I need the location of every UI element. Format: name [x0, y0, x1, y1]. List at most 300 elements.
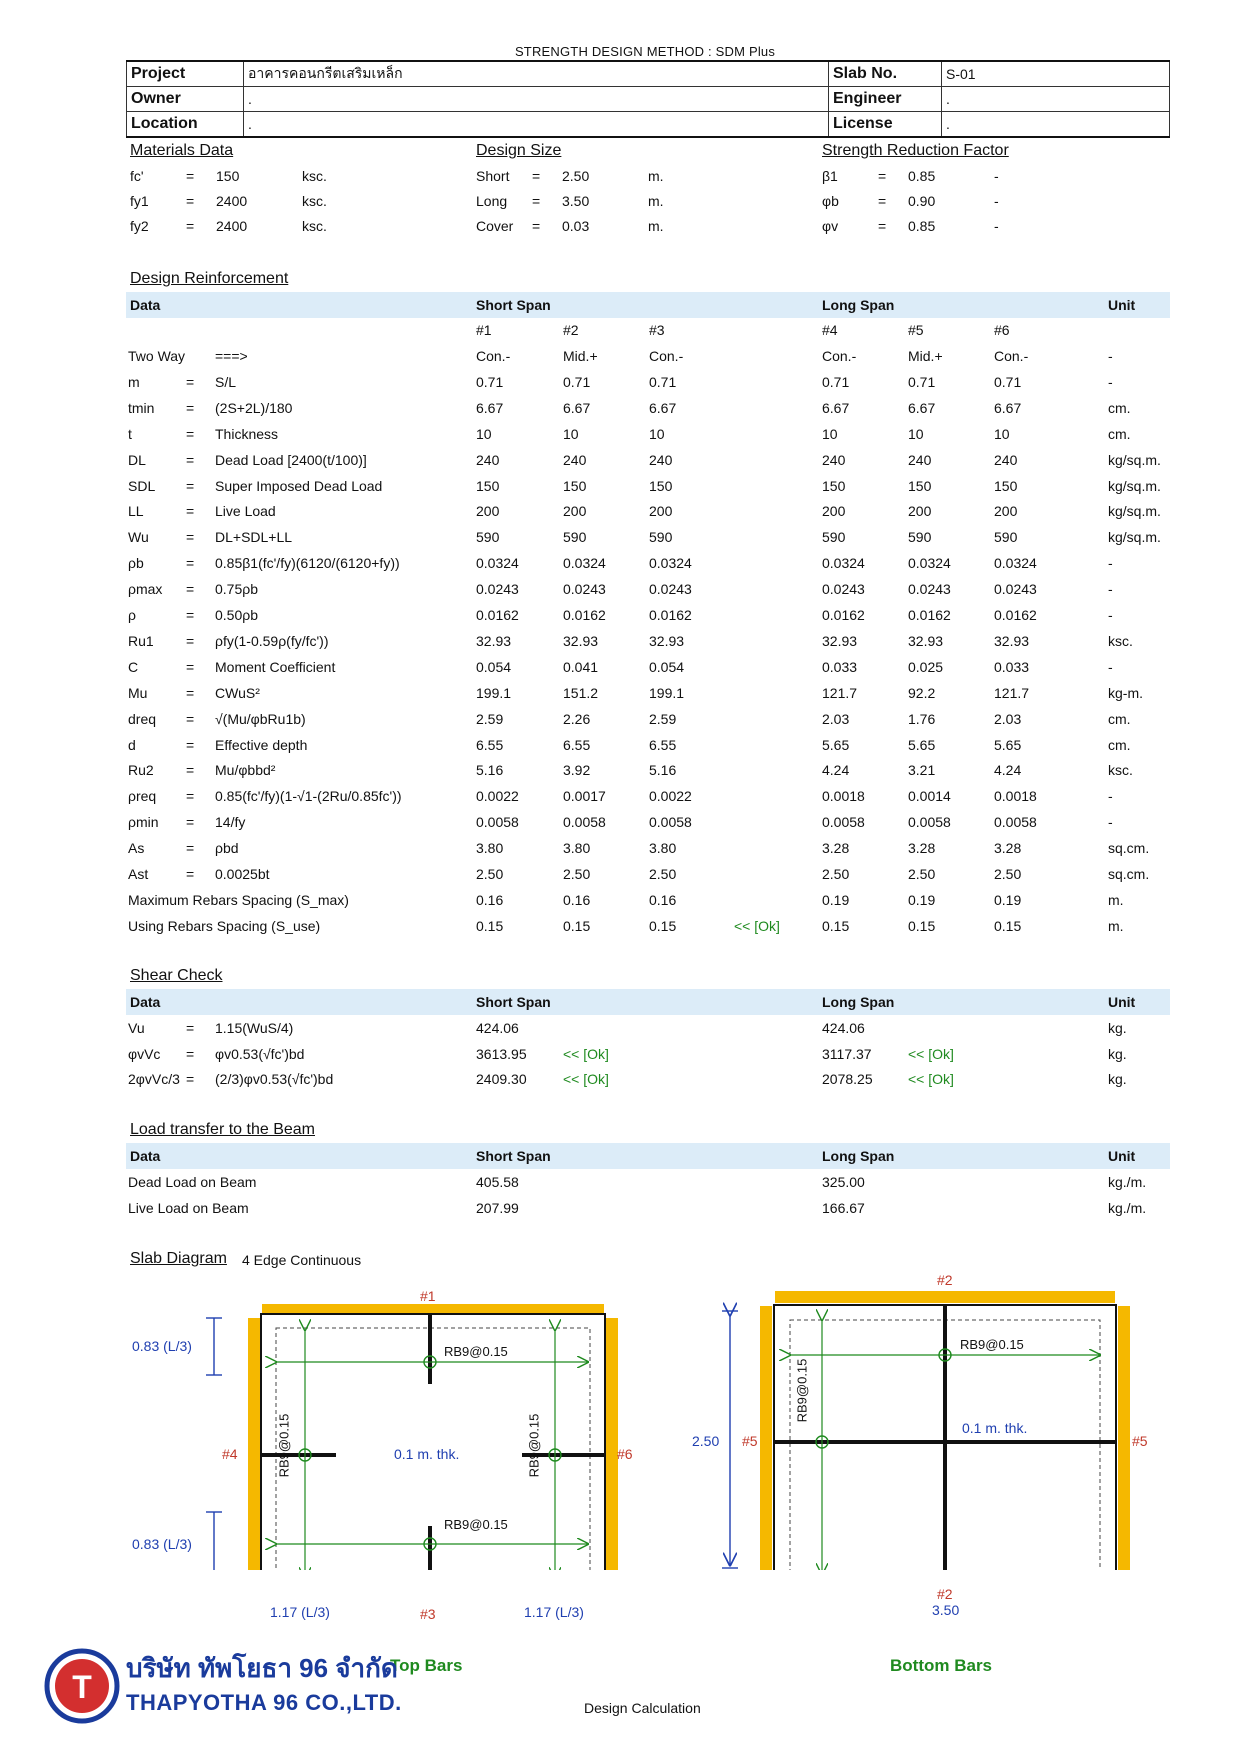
row-value: Con.-: [822, 348, 857, 364]
row-symbol: Wu: [128, 529, 149, 546]
shear-long-value: 424.06: [822, 1020, 865, 1036]
row-formula: ρfy(1-0.59ρ(fy/fc')): [215, 632, 329, 649]
load-band-data: Data: [130, 1148, 161, 1164]
load-band-long: Long Span: [822, 1148, 895, 1164]
reinforcement-title: Design Reinforcement: [130, 270, 289, 287]
shear-symbol: Vu: [128, 1020, 145, 1036]
page-header-title: STRENGTH DESIGN METHOD : SDM Plus: [514, 44, 776, 59]
project-info-table: [126, 60, 1170, 138]
shear-short-value: 2409.30: [476, 1071, 527, 1087]
company-name-thai: บริษัท ทัพโยธา 96 จำกัด: [126, 1653, 398, 1683]
row-equals: =: [186, 451, 195, 468]
top-dim-left-1: 0.83 (L/3): [132, 1338, 192, 1354]
row-unit: kg-m.: [1108, 684, 1143, 701]
row-value: 6.67: [563, 399, 591, 416]
shear-long-ok: << [Ok]: [908, 1045, 954, 1062]
row-equals: =: [186, 736, 195, 753]
row-value: 0.033: [822, 658, 858, 675]
bottom-bars-caption: Bottom Bars: [890, 1656, 993, 1675]
row-symbol: Ru2: [128, 762, 154, 779]
load-band-short: Short Span: [476, 1148, 551, 1164]
logo-letter: T: [72, 1669, 92, 1705]
row-symbol: DL: [128, 451, 146, 468]
design_size-eq: =: [532, 168, 541, 184]
strength_factor-sym: φb: [822, 193, 839, 209]
row-value: 590: [994, 529, 1018, 546]
materials-unit: ksc.: [302, 193, 327, 209]
shear-equals: =: [186, 1071, 195, 1087]
row-unit: kg/sq.m.: [1108, 529, 1161, 546]
row-symbol: d: [128, 736, 136, 753]
row-value: 0.0018: [994, 788, 1037, 805]
shear-formula: 1.15(WuS/4): [215, 1020, 294, 1036]
row-equals: =: [186, 581, 195, 598]
load-short-value: 207.99: [476, 1200, 519, 1216]
row-value: 5.16: [649, 762, 677, 779]
row-value: 240: [822, 451, 846, 468]
row-value: 3.80: [649, 840, 677, 857]
row-value: 0.0243: [563, 581, 606, 598]
top-thickness: 0.1 m. thk.: [394, 1446, 460, 1462]
row-value: 0.0022: [476, 788, 519, 805]
row-value: 240: [908, 451, 932, 468]
row-equals: =: [186, 632, 195, 649]
design_size-sym: Short: [476, 168, 510, 184]
row-unit: ksc.: [1108, 632, 1133, 649]
row-value: 0.0014: [908, 788, 951, 805]
row-value: 199.1: [649, 684, 685, 701]
reinf-band-short: Short Span: [476, 297, 551, 313]
bottom-label-2b: #2: [937, 1586, 953, 1602]
row-value: 2.50: [649, 866, 677, 882]
row-symbol: Mu: [128, 684, 148, 701]
shear-band-data: Data: [130, 994, 161, 1010]
row-value: 32.93: [563, 632, 599, 649]
row-value: 10: [822, 425, 838, 442]
row-unit: sq.cm.: [1108, 866, 1150, 882]
row-symbol: ρb: [128, 555, 144, 572]
row-value: Con.-: [476, 348, 511, 364]
materials-eq: =: [186, 168, 195, 184]
beam-top: [262, 1304, 604, 1314]
shear-long-value: 3117.37: [822, 1045, 872, 1062]
top-bars-caption: Top Bars: [390, 1656, 463, 1675]
row-symbol: As: [128, 840, 145, 857]
load-long-value: 166.67: [822, 1200, 865, 1216]
row-value: 3.28: [822, 840, 850, 857]
row-value: 10: [563, 425, 579, 442]
row-value: 0.033: [994, 658, 1030, 675]
row-unit: -: [1108, 348, 1113, 364]
row-value: 32.93: [476, 632, 512, 649]
row-value: 0.0058: [649, 814, 692, 831]
row-unit: ksc.: [1108, 762, 1133, 779]
row-symbol: ρ: [128, 607, 136, 623]
row-value: 32.93: [994, 632, 1030, 649]
shear-band-unit: Unit: [1108, 994, 1136, 1010]
top-dim-left-2: 0.83 (L/3): [132, 1536, 192, 1552]
row-value: 240: [476, 451, 500, 468]
row-formula: 0.75ρb: [215, 581, 258, 598]
row-value: 0.71: [476, 373, 504, 390]
row-unit: -: [1108, 788, 1113, 805]
project-value: อาคารคอนกรีตเสริมเหล็ก: [244, 61, 829, 87]
row-equals: =: [186, 710, 195, 727]
strength_factor-value: 0.85: [908, 168, 936, 184]
row-value: 200: [908, 503, 932, 520]
row-value: 150: [563, 477, 587, 494]
row-value: 3.92: [563, 762, 591, 779]
row-equals: =: [186, 814, 195, 831]
row-symbol: ρmax: [128, 581, 163, 598]
row-value: 0.041: [563, 658, 599, 675]
row-value: 0.15: [994, 917, 1022, 934]
row-formula: √(Mu/φbRu1b): [215, 710, 306, 727]
location-value: .: [244, 112, 829, 138]
materials-eq: =: [186, 218, 195, 234]
design_size-unit: m.: [648, 218, 664, 234]
row-value: 2.50: [563, 866, 591, 882]
bottom-rb-vertical: RB9@0.15: [794, 1358, 810, 1423]
row-value: 151.2: [563, 684, 599, 701]
beam-right: [606, 1318, 618, 1570]
load-long-value: 325.00: [822, 1174, 865, 1190]
top-label-6: #6: [617, 1446, 633, 1462]
row-value: 5.16: [476, 762, 504, 779]
reinf-band-data: Data: [130, 297, 161, 313]
shear-formula: (2/3)φv0.53(√fc')bd: [215, 1071, 334, 1087]
row-formula: CWuS²: [215, 684, 260, 701]
design_size-value: 3.50: [562, 193, 590, 209]
row-value: 0.16: [649, 891, 677, 908]
row-value: 150: [822, 477, 846, 494]
load-label: Dead Load on Beam: [128, 1174, 257, 1190]
row-value: 1.76: [908, 710, 936, 727]
bottom-label-2a: #2: [937, 1272, 953, 1288]
row-unit: kg/sq.m.: [1108, 477, 1161, 494]
bottom-label-5a: #5: [742, 1433, 758, 1449]
row-value: 150: [994, 477, 1018, 494]
materials-unit: ksc.: [302, 218, 327, 234]
shear-symbol: φvVc: [128, 1045, 161, 1062]
row-value: 121.7: [822, 684, 858, 701]
row-value: 0.16: [476, 891, 504, 908]
row-value: 200: [563, 503, 587, 520]
row-value: Mid.+: [563, 348, 598, 364]
top-dim-bottom-1: 1.17 (L/3): [270, 1604, 330, 1620]
row-value: 0.0243: [908, 581, 951, 598]
design_size-value: 0.03: [562, 218, 590, 234]
top-rb-top: RB9@0.15: [444, 1344, 508, 1359]
row-unit: -: [1108, 581, 1113, 598]
document-footer-label: Design Calculation: [584, 1700, 701, 1716]
load-band-unit: Unit: [1108, 1148, 1136, 1164]
column-number: #1: [476, 322, 492, 338]
strength_factor-unit: -: [994, 193, 999, 209]
slab-label: Slab No.: [829, 61, 942, 87]
owner-label: Owner: [127, 87, 244, 112]
shear-equals: =: [186, 1020, 195, 1036]
strength_factor-unit: -: [994, 168, 999, 184]
bottom-dim-long: 3.50: [932, 1602, 960, 1618]
column-number: #2: [563, 322, 579, 338]
row-formula: Super Imposed Dead Load: [215, 477, 383, 494]
row-formula: ρbd: [215, 840, 239, 857]
row-value: Mid.+: [908, 348, 943, 364]
row-value: 0.0324: [908, 555, 951, 572]
strength_factor-sym: β1: [822, 168, 838, 184]
row-symbol: dreq: [128, 710, 157, 727]
license-value: .: [942, 112, 1170, 138]
slab-value: S-01: [942, 61, 1170, 87]
row-unit: cm.: [1108, 425, 1131, 442]
bottom-bars-panel: [722, 1291, 1130, 1570]
row-value: 3.28: [994, 840, 1022, 857]
row-value: 0.19: [994, 891, 1022, 908]
row-value: 150: [649, 477, 673, 494]
row-value: 3.28: [908, 840, 936, 857]
shear-symbol: 2φvVc/3: [128, 1071, 180, 1087]
materials-unit: ksc.: [302, 168, 327, 184]
materials-sym: fc': [130, 168, 144, 184]
design-size-title: Design Size: [476, 142, 562, 159]
row-formula: Thickness: [215, 425, 279, 442]
top-rb-right: RB9@0.15: [526, 1413, 542, 1478]
strength-factor-title: Strength Reduction Factor: [822, 142, 1009, 159]
row-value: 0.054: [476, 658, 512, 675]
materials-value: 150: [216, 168, 240, 184]
row-equals: =: [186, 555, 195, 572]
row-formula: 14/fy: [215, 814, 246, 831]
strength_factor-eq: =: [878, 168, 887, 184]
strength_factor-unit: -: [994, 218, 999, 234]
row-value: 240: [994, 451, 1018, 468]
top-label-1: #1: [420, 1288, 436, 1304]
row-value: 6.55: [649, 736, 677, 753]
row-equals: =: [186, 762, 195, 779]
row-value: 0.0324: [476, 555, 519, 572]
design_size-unit: m.: [648, 168, 664, 184]
row-equals: =: [186, 425, 195, 442]
row-value: 2.59: [476, 710, 504, 727]
row-value: 240: [563, 451, 587, 468]
row-formula: Live Load: [215, 503, 276, 520]
row-value: 2.50: [908, 866, 936, 882]
row-value: 6.67: [908, 399, 936, 416]
reinf-band-unit: Unit: [1108, 297, 1136, 313]
row-value: 10: [476, 425, 492, 442]
row-unit: cm.: [1108, 710, 1131, 727]
column-number: #4: [822, 322, 838, 338]
row-value: 0.71: [908, 373, 936, 390]
row-value: 0.0018: [822, 788, 865, 805]
row-value: 4.24: [994, 762, 1022, 779]
design_size-sym: Long: [476, 193, 508, 209]
row-value: 0.0324: [822, 555, 865, 572]
row-value: 32.93: [908, 632, 944, 649]
row-equals: =: [186, 607, 195, 623]
row-equals: =: [186, 788, 195, 805]
row-unit: cm.: [1108, 399, 1131, 416]
strength_factor-value: 0.85: [908, 218, 936, 234]
row-unit: -: [1108, 814, 1113, 831]
bottom-thickness: 0.1 m. thk.: [962, 1420, 1028, 1436]
row-value: 240: [649, 451, 673, 468]
row-value: 3.21: [908, 762, 936, 779]
row-value: 0.0022: [649, 788, 692, 805]
top-label-4: #4: [222, 1446, 238, 1462]
row-equals: =: [186, 503, 195, 520]
row-value: 3.80: [476, 840, 504, 857]
row-formula: 0.85β1(fc'/fy)(6120/(6120+fy)): [215, 555, 400, 572]
row-value: 590: [476, 529, 500, 546]
top-label-3: #3: [420, 1606, 436, 1622]
row-symbol: Ast: [128, 866, 149, 882]
row-value: 5.65: [994, 736, 1022, 753]
engineer-label: Engineer: [829, 87, 942, 112]
design_size-eq: =: [532, 193, 541, 209]
strength_factor-sym: φv: [822, 218, 839, 234]
row-value: 590: [822, 529, 846, 546]
row-symbol: SDL: [128, 477, 156, 494]
row-symbol: Two Way: [128, 348, 186, 364]
diagram-title: Slab Diagram: [130, 1250, 227, 1267]
row-unit: sq.cm.: [1108, 840, 1150, 857]
materials-value: 2400: [216, 193, 248, 209]
column-number: #5: [908, 322, 924, 338]
row-equals: =: [186, 477, 195, 494]
row-value: 0.0058: [994, 814, 1037, 831]
shear-band-long: Long Span: [822, 994, 895, 1010]
row-value: 0.0017: [563, 788, 606, 805]
row-symbol: Ru1: [128, 632, 154, 649]
row-value: 4.24: [822, 762, 850, 779]
row-value: 200: [476, 503, 500, 520]
row-formula: S/L: [215, 373, 237, 390]
design_size-unit: m.: [648, 193, 664, 209]
row-value: 0.15: [563, 917, 591, 934]
row-value: 5.65: [908, 736, 936, 753]
row-value: 32.93: [649, 632, 685, 649]
row-formula: Dead Load [2400(t/100)]: [215, 451, 367, 468]
bottom-rb-horizontal: RB9@0.15: [960, 1337, 1024, 1352]
row-value: 0.0243: [476, 581, 519, 598]
shear-band-short: Short Span: [476, 994, 551, 1010]
row-value: 0.0162: [822, 607, 865, 623]
owner-value: .: [244, 87, 829, 112]
row-value: 0.0243: [649, 581, 692, 598]
row-unit: kg/sq.m.: [1108, 451, 1161, 468]
row-value: 150: [476, 477, 500, 494]
row-value: 0.16: [563, 891, 591, 908]
row-value: 590: [649, 529, 673, 546]
row-value: 0.0058: [822, 814, 865, 831]
license-label: License: [829, 112, 942, 138]
strength_factor-eq: =: [878, 218, 887, 234]
load-unit: kg./m.: [1108, 1174, 1147, 1190]
row-value: Con.-: [994, 348, 1029, 364]
row-value: 590: [908, 529, 932, 546]
row-value: 0.0162: [563, 607, 606, 623]
project-label: Project: [127, 61, 244, 87]
row-symbol: LL: [128, 503, 144, 520]
shear-unit: kg.: [1108, 1045, 1127, 1062]
beam-left: [248, 1318, 260, 1570]
row-value: 0.0243: [822, 581, 865, 598]
row-value: 10: [908, 425, 924, 442]
row-equals: =: [186, 373, 195, 390]
top-rb-bottom: RB9@0.15: [444, 1517, 508, 1532]
row-equals: =: [186, 866, 195, 882]
load-short-value: 405.58: [476, 1174, 519, 1190]
row-value: 3.80: [563, 840, 591, 857]
row-value: 590: [563, 529, 587, 546]
row-value: 150: [908, 477, 932, 494]
row-value: 2.59: [649, 710, 677, 727]
row-equals: =: [186, 399, 195, 416]
location-label: Location: [127, 112, 244, 138]
row-value: 10: [649, 425, 665, 442]
bottom-dim-short: 2.50: [692, 1433, 720, 1449]
row-value: 6.55: [563, 736, 591, 753]
reinforcement-header-band: [126, 292, 1170, 318]
row-value: 10: [994, 425, 1010, 442]
row-value: 92.2: [908, 684, 936, 701]
row-equals: =: [186, 529, 195, 546]
top-rb-left: RB9@0.15: [276, 1413, 292, 1478]
row-symbol: ρreq: [128, 788, 157, 805]
row-value: 2.50: [822, 866, 850, 882]
slab-outline: [261, 1314, 605, 1570]
shear-unit: kg.: [1108, 1020, 1127, 1036]
row-value: 5.65: [822, 736, 850, 753]
shear-title: Shear Check: [130, 967, 223, 984]
spacing-ok-flag: << [Ok]: [734, 917, 780, 934]
engineer-value: .: [942, 87, 1170, 112]
row-value: 0.71: [994, 373, 1022, 390]
materials-sym: fy2: [130, 218, 149, 234]
diagram-subtitle: 4 Edge Continuous: [242, 1252, 362, 1268]
row-equals: =: [186, 684, 195, 701]
slab-diagram: [0, 1270, 1240, 1570]
row-value: 0.71: [822, 373, 850, 390]
row-value: 0.0058: [476, 814, 519, 831]
shear-unit: kg.: [1108, 1071, 1127, 1087]
row-value: 200: [994, 503, 1018, 520]
row-unit: -: [1108, 555, 1113, 572]
row-value: 2.26: [563, 710, 591, 727]
row-symbol: C: [128, 658, 139, 675]
top-dim-bottom-2: 1.17 (L/3): [524, 1604, 584, 1620]
row-unit: m.: [1108, 917, 1124, 934]
row-value: 2.50: [476, 866, 504, 882]
row-equals: =: [186, 658, 195, 675]
row-symbol: Maximum Rebars Spacing (S_max): [128, 891, 349, 908]
row-value: 2.03: [994, 710, 1022, 727]
row-symbol: m: [128, 373, 140, 390]
row-value: 200: [649, 503, 673, 520]
design_size-sym: Cover: [476, 218, 514, 234]
shear-short-value: 424.06: [476, 1020, 519, 1036]
row-formula: DL+SDL+LL: [215, 529, 293, 546]
row-symbol: tmin: [128, 399, 155, 416]
row-value: 0.0243: [994, 581, 1037, 598]
load-header-band: [126, 1143, 1170, 1169]
shear-header-band: [126, 989, 1170, 1015]
materials-value: 2400: [216, 218, 248, 234]
row-symbol: ρmin: [128, 814, 159, 831]
shear-short-value: 3613.95: [476, 1045, 527, 1062]
